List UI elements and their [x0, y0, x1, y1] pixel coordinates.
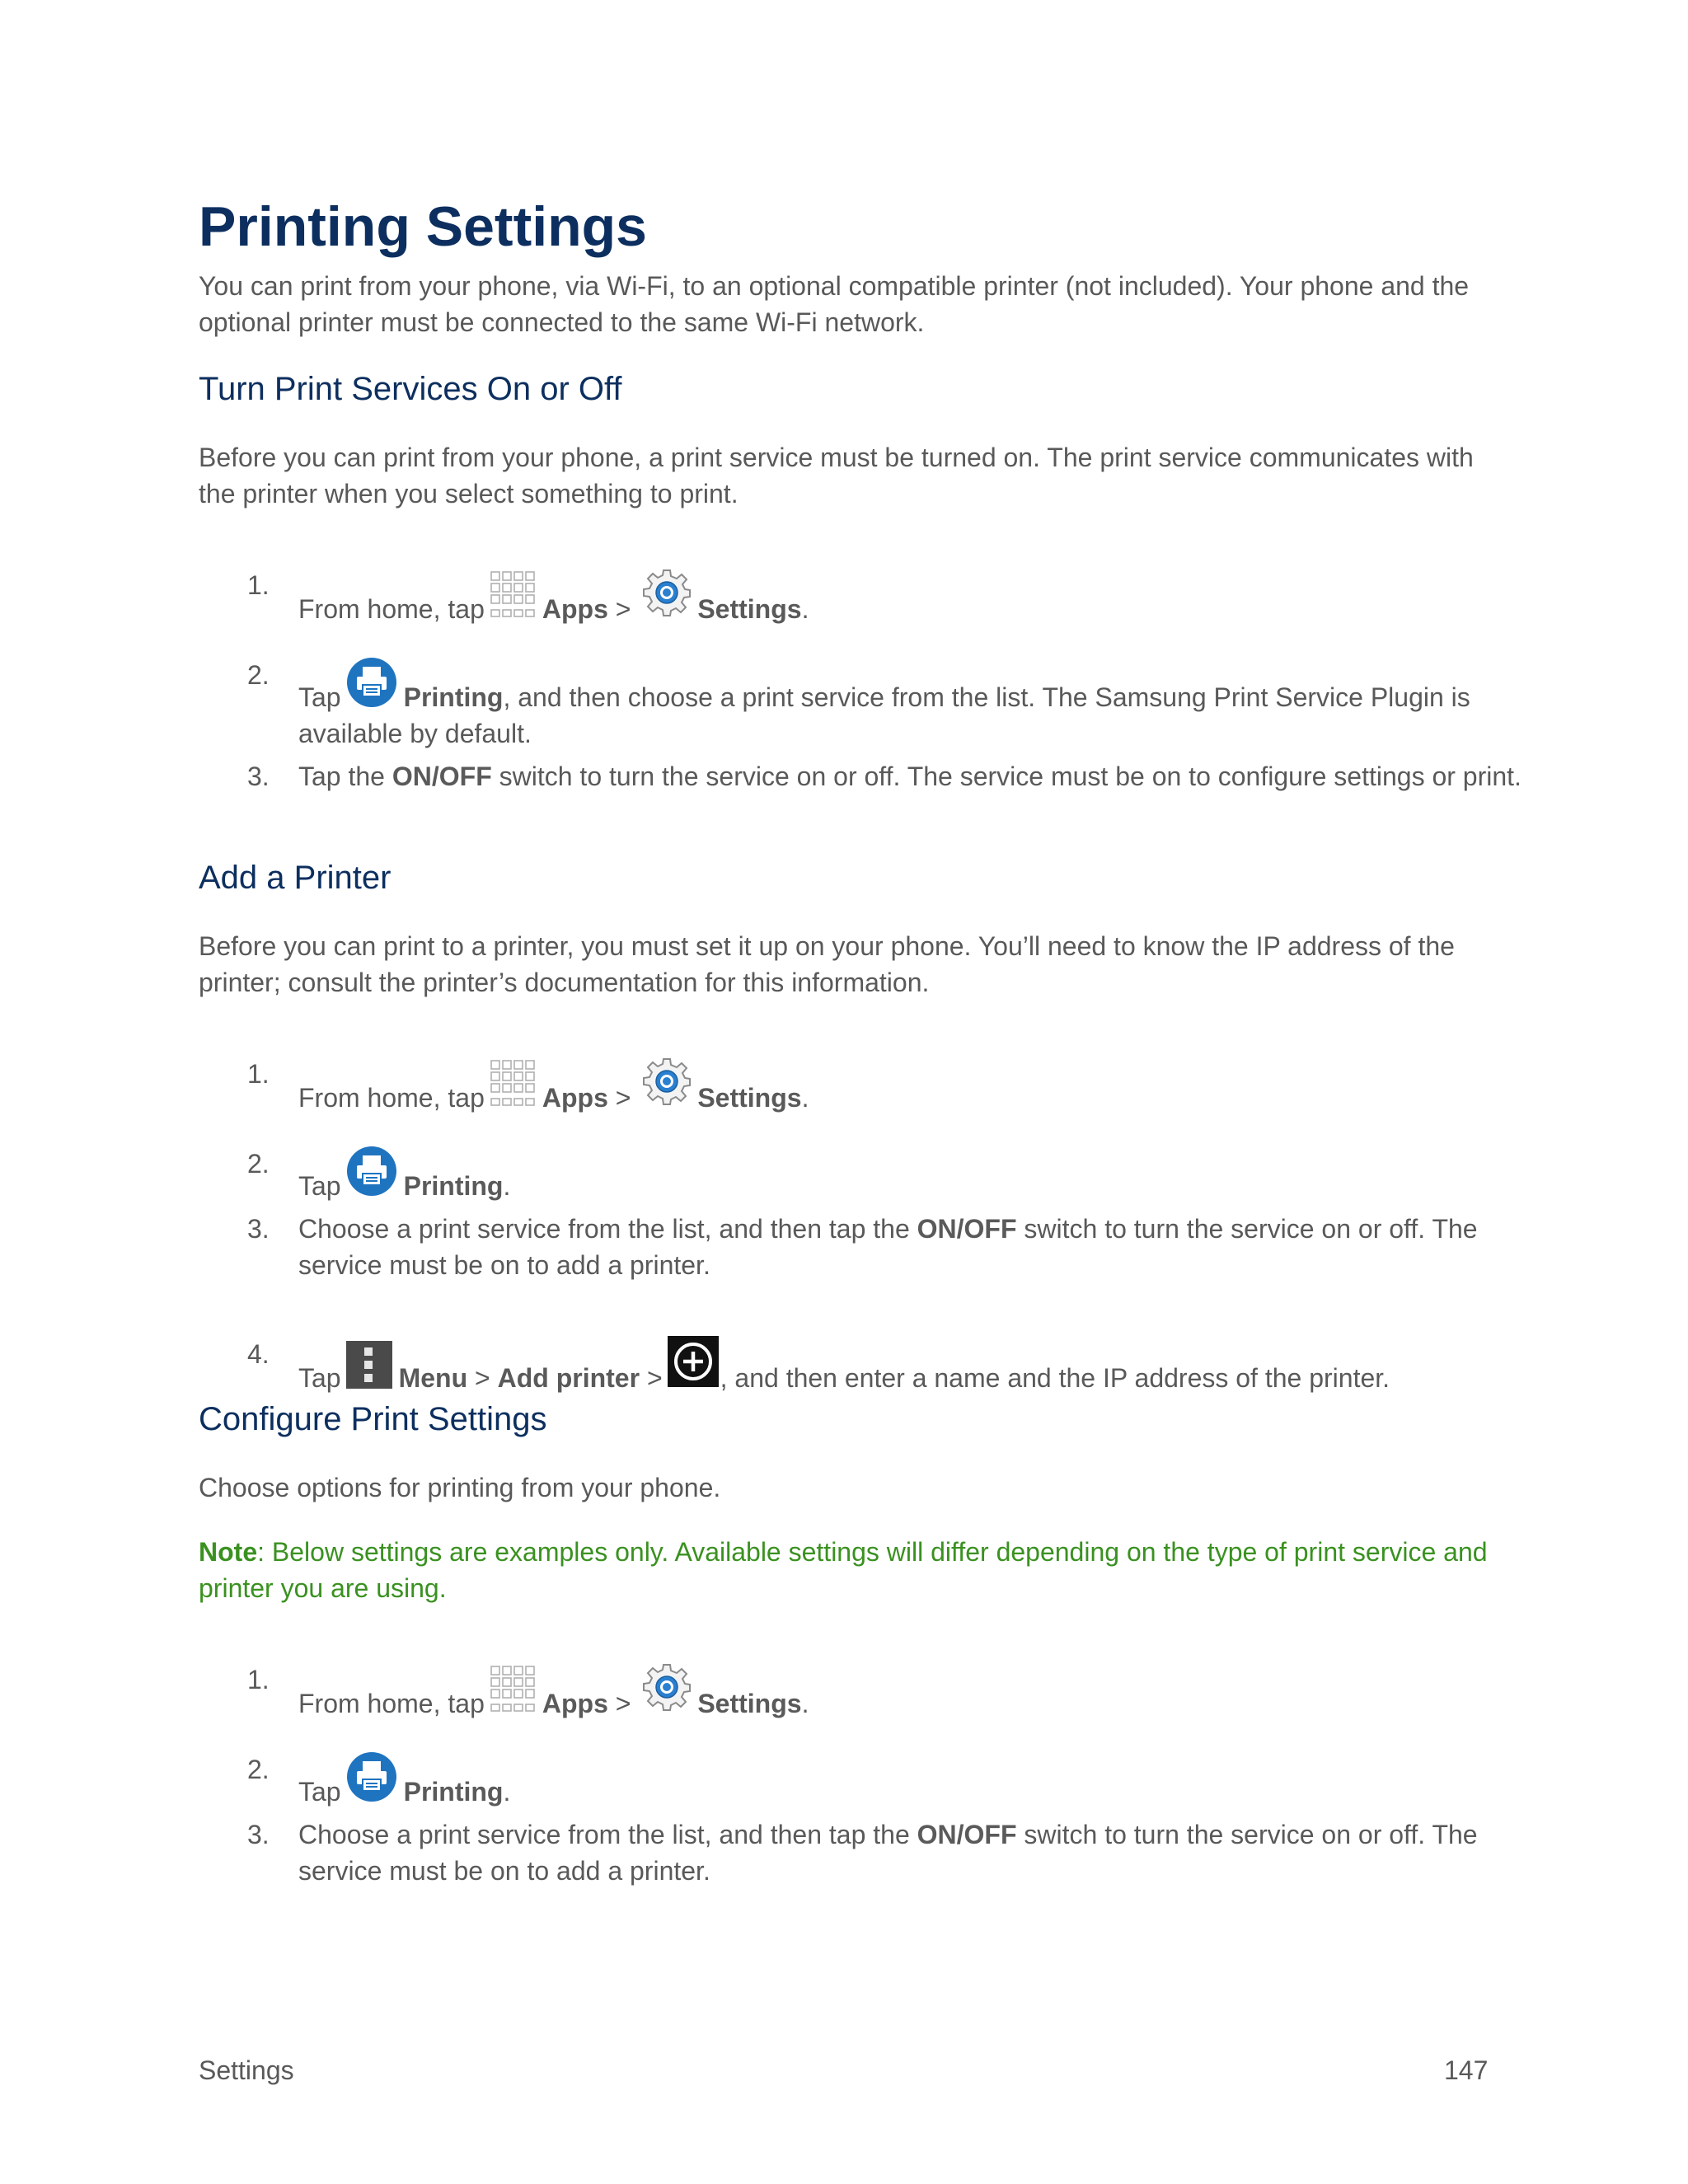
step-number: 3. [247, 1820, 270, 1849]
step-number: 3. [247, 1214, 270, 1244]
section3-paragraph: Choose options for printing from your phone. [199, 1473, 721, 1502]
page-title: Printing Settings [199, 195, 647, 258]
section-heading-turn-print-services: Turn Print Services On or Off [199, 371, 622, 407]
apps-grid-icon [488, 569, 537, 621]
apps-label: Apps [542, 1689, 608, 1718]
step-text: Tap Printing, and then choose a print service from the list. The Samsung Print Service Plugin is available by default. [298, 657, 1535, 752]
settings-label: Settings [697, 1083, 802, 1113]
step-text: Tap the ON/OFF switch to turn the service on or off. The service must be on to configure settings or print. [298, 762, 1522, 791]
onoff-label: ON/OFF [917, 1214, 1017, 1244]
apps-grid-icon [488, 1663, 537, 1716]
settings-gear-icon [641, 1661, 692, 1713]
menu-label: Menu [398, 1363, 468, 1393]
printing-label: Printing [403, 1777, 504, 1807]
step-number: 2. [247, 660, 270, 690]
printer-icon [346, 657, 397, 708]
step-text: Tap Menu > Add printer > , and then enter a name and the IP address of the printer. [298, 1336, 1535, 1396]
settings-label: Settings [697, 594, 802, 624]
footer-page-number: 147 [1444, 2055, 1489, 2085]
step-number: 2. [247, 1755, 270, 1784]
step-number: 3. [247, 762, 270, 791]
apps-label: Apps [542, 1083, 608, 1113]
step-number: 4. [247, 1339, 270, 1369]
step-text: From home, tap Apps > Settings. [298, 567, 1535, 627]
note-paragraph: Note: Below settings are examples only. Available settings will differ depending on the type of print service and printer you are using. [199, 1537, 1488, 1603]
step-text: From home, tap Apps > Settings. [298, 1056, 1535, 1116]
step-number: 1. [247, 570, 270, 600]
settings-gear-icon [641, 1056, 692, 1107]
section1-paragraph: Before you can print from your phone, a print service must be turned on. The print service communicates with the printer when you select something to print. [199, 443, 1474, 509]
section2-paragraph: Before you can print to a printer, you must set it up on your phone. You’ll need to know the IP address of the printer; consult the printer’s documentation for this information. [199, 931, 1455, 997]
menu-dots-icon [346, 1341, 392, 1389]
note-label: Note [199, 1537, 258, 1567]
printing-label: Printing [403, 1171, 504, 1201]
onoff-label: ON/OFF [392, 762, 492, 791]
step-number: 2. [247, 1149, 270, 1179]
step-number: 1. [247, 1059, 270, 1089]
apps-label: Apps [542, 594, 608, 624]
printing-label: Printing [403, 682, 504, 712]
section-heading-configure-print-settings: Configure Print Settings [199, 1401, 547, 1437]
footer-section-name: Settings [199, 2055, 294, 2085]
printer-icon [346, 1751, 397, 1802]
intro-paragraph: You can print from your phone, via Wi-Fi, to an optional compatible printer (not included). Your phone and the optional printer must be connected to the same Wi-Fi network. [199, 271, 1470, 337]
settings-label: Settings [697, 1689, 802, 1718]
step-text: Tap Printing. [298, 1751, 1535, 1810]
step-text: From home, tap Apps > Settings. [298, 1661, 1535, 1722]
section-heading-add-printer: Add a Printer [199, 860, 392, 896]
settings-gear-icon [641, 567, 692, 618]
apps-grid-icon [488, 1057, 537, 1110]
add-printer-label: Add printer [497, 1363, 640, 1393]
step-text: Choose a print service from the list, and then tap the ON/OFF switch to turn the service on or off. The service must be on to add a printer. [298, 1820, 1478, 1886]
step-number: 1. [247, 1665, 270, 1694]
onoff-label: ON/OFF [917, 1820, 1017, 1849]
step-text: Tap Printing. [298, 1146, 1535, 1204]
printer-icon [346, 1146, 397, 1197]
step-text: Choose a print service from the list, and then tap the ON/OFF switch to turn the service on or off. The service must be on to add a printer. [298, 1214, 1478, 1280]
add-plus-icon [668, 1336, 719, 1387]
